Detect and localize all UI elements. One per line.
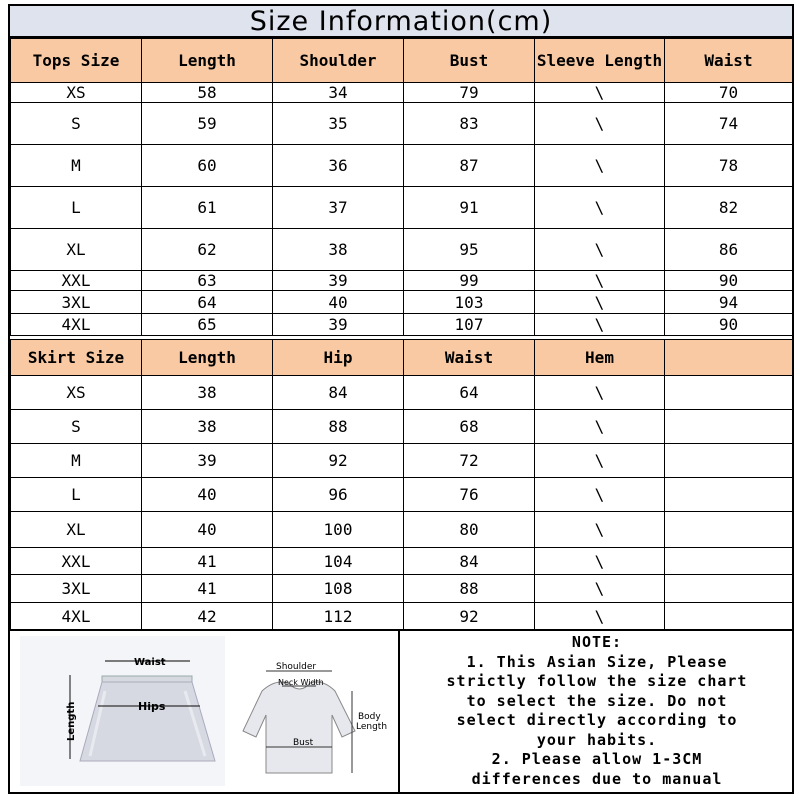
- page-title: Size Information(cm): [10, 6, 792, 38]
- tops-row: [11, 103, 793, 145]
- tops-cell: 87: [404, 145, 535, 187]
- skirt-cell: [665, 410, 793, 444]
- tops-row: [11, 83, 793, 103]
- shoulder-label: Shoulder: [276, 662, 317, 672]
- skirt-cell: [665, 444, 793, 478]
- skirt-cell: L: [11, 478, 142, 512]
- length-label: Length: [66, 701, 77, 741]
- skirt-cell: 92: [273, 444, 404, 478]
- tops-cell: 59: [142, 103, 273, 145]
- skirt-cell: [665, 575, 793, 603]
- skirt-cell: 40: [142, 478, 273, 512]
- measurement-illustration: [10, 631, 398, 792]
- skirt-header-cell: [665, 340, 793, 376]
- skirt-cell: [665, 376, 793, 410]
- skirt-row: [11, 478, 793, 512]
- skirt-cell: \: [535, 603, 665, 630]
- skirt-cell: \: [535, 548, 665, 575]
- tops-cell: \: [535, 187, 665, 229]
- tops-cell: 107: [404, 314, 535, 336]
- tops-header-cell: Length: [142, 39, 273, 83]
- top-icon: [243, 682, 355, 773]
- size-note: [402, 633, 792, 792]
- skirt-cell: \: [535, 478, 665, 512]
- skirt-cell: XS: [11, 376, 142, 410]
- tops-cell: \: [535, 229, 665, 271]
- tops-header-cell: Shoulder: [273, 39, 404, 83]
- tops-cell: 95: [404, 229, 535, 271]
- skirt-cell: [665, 548, 793, 575]
- tops-cell: 78: [665, 145, 793, 187]
- note-line: differences due to manual: [471, 769, 723, 788]
- tops-cell: XL: [11, 229, 142, 271]
- tops-cell: 35: [273, 103, 404, 145]
- body-length-label: Length: [356, 722, 388, 732]
- skirt-cell: 41: [142, 548, 273, 575]
- tops-cell: 3XL: [11, 291, 142, 314]
- skirt-cell: 80: [404, 512, 535, 548]
- skirt-cell: 39: [142, 444, 273, 478]
- measurement-diagrams: [10, 631, 400, 792]
- skirt-row: [11, 376, 793, 410]
- tops-cell: 90: [665, 271, 793, 291]
- skirt-cell: 42: [142, 603, 273, 630]
- skirt-cell: XXL: [11, 548, 142, 575]
- tops-cell: 34: [273, 83, 404, 103]
- skirt-row: [11, 575, 793, 603]
- skirt-row: [11, 548, 793, 575]
- tops-cell: 39: [273, 271, 404, 291]
- note-line: 2. Please allow 1-3CM: [491, 750, 703, 768]
- skirt-header-cell: Skirt Size: [11, 340, 142, 376]
- tops-cell: XS: [11, 83, 142, 103]
- tops-cell: 103: [404, 291, 535, 314]
- tops-cell: 79: [404, 83, 535, 103]
- skirt-cell: 84: [273, 376, 404, 410]
- tops-cell: 62: [142, 229, 273, 271]
- tops-cell: 64: [142, 291, 273, 314]
- note-line: select directly according to: [456, 711, 738, 729]
- tops-cell: \: [535, 271, 665, 291]
- skirt-row: [11, 444, 793, 478]
- tops-cell: 83: [404, 103, 535, 145]
- waist-label: Waist: [134, 657, 166, 668]
- tops-row: [11, 145, 793, 187]
- skirt-row: [11, 512, 793, 548]
- skirt-cell: 4XL: [11, 603, 142, 630]
- tops-cell: XXL: [11, 271, 142, 291]
- tops-cell: 70: [665, 83, 793, 103]
- tops-header-cell: Tops Size: [11, 39, 142, 83]
- skirt-cell: 38: [142, 410, 273, 444]
- skirt-cell: [665, 478, 793, 512]
- tops-cell: \: [535, 314, 665, 336]
- skirt-header-cell: Hip: [273, 340, 404, 376]
- bust-label: Bust: [293, 738, 314, 748]
- skirt-cell: 41: [142, 575, 273, 603]
- skirt-cell: \: [535, 575, 665, 603]
- neck-width-label: Neck Width: [278, 678, 324, 687]
- skirt-cell: 38: [142, 376, 273, 410]
- skirt-cell: 108: [273, 575, 404, 603]
- skirt-cell: XL: [11, 512, 142, 548]
- note-line: to select the size. Do not: [466, 691, 728, 710]
- tops-cell: 39: [273, 314, 404, 336]
- tops-cell: S: [11, 103, 142, 145]
- skirt-cell: 88: [404, 575, 535, 603]
- note-line: your habits.: [536, 730, 658, 749]
- tops-cell: 63: [142, 271, 273, 291]
- tops-cell: 61: [142, 187, 273, 229]
- tops-cell: 58: [142, 83, 273, 103]
- skirt-cell: 40: [142, 512, 273, 548]
- skirt-cell: 104: [273, 548, 404, 575]
- tops-cell: L: [11, 187, 142, 229]
- skirt-cell: 88: [273, 410, 404, 444]
- body-label: Body: [358, 712, 381, 722]
- skirt-cell: 92: [404, 603, 535, 630]
- tops-cell: 40: [273, 291, 404, 314]
- tops-row: [11, 314, 793, 336]
- tops-cell: \: [535, 83, 665, 103]
- tops-cell: M: [11, 145, 142, 187]
- tops-cell: \: [535, 291, 665, 314]
- skirt-cell: 3XL: [11, 575, 142, 603]
- note-line: strictly follow the size chart: [446, 672, 748, 690]
- skirt-cell: \: [535, 410, 665, 444]
- skirt-cell: [665, 512, 793, 548]
- note-heading: NOTE:: [571, 633, 623, 651]
- skirt-cell: 68: [404, 410, 535, 444]
- tops-cell: \: [535, 103, 665, 145]
- tops-cell: 99: [404, 271, 535, 291]
- measurement-section: [10, 629, 792, 792]
- skirt-header-cell: Length: [142, 340, 273, 376]
- skirt-cell: \: [535, 376, 665, 410]
- skirt-cell: 100: [273, 512, 404, 548]
- tops-cell: 82: [665, 187, 793, 229]
- skirt-size-table: [10, 339, 793, 630]
- tops-header-cell: Bust: [404, 39, 535, 83]
- tops-cell: 91: [404, 187, 535, 229]
- skirt-cell: \: [535, 512, 665, 548]
- skirt-header-row: [11, 340, 793, 376]
- skirt-cell: 64: [404, 376, 535, 410]
- tops-cell: \: [535, 145, 665, 187]
- note-line: 1. This Asian Size, Please: [466, 652, 728, 671]
- tops-cell: 94: [665, 291, 793, 314]
- skirt-cell: 112: [273, 603, 404, 630]
- skirt-row: [11, 603, 793, 630]
- tops-row: [11, 271, 793, 291]
- skirt-cell: S: [11, 410, 142, 444]
- tops-cell: 4XL: [11, 314, 142, 336]
- tops-cell: 86: [665, 229, 793, 271]
- skirt-cell: 76: [404, 478, 535, 512]
- skirt-cell: 84: [404, 548, 535, 575]
- tops-row: [11, 291, 793, 314]
- tops-cell: 37: [273, 187, 404, 229]
- tops-cell: 38: [273, 229, 404, 271]
- skirt-cell: 96: [273, 478, 404, 512]
- tops-size-table: [10, 38, 793, 336]
- tops-header-cell: Waist: [665, 39, 793, 83]
- skirt-header-cell: Waist: [404, 340, 535, 376]
- tops-header-row: [11, 39, 793, 83]
- tops-cell: 74: [665, 103, 793, 145]
- tops-row: [11, 187, 793, 229]
- skirt-cell: M: [11, 444, 142, 478]
- skirt-row: [11, 410, 793, 444]
- hips-label: Hips: [138, 700, 166, 713]
- tops-cell: 60: [142, 145, 273, 187]
- tops-cell: 90: [665, 314, 793, 336]
- skirt-cell: \: [535, 444, 665, 478]
- tops-cell: 36: [273, 145, 404, 187]
- skirt-header-cell: Hem: [535, 340, 665, 376]
- tops-cell: 65: [142, 314, 273, 336]
- skirt-cell: [665, 603, 793, 630]
- tops-row: [11, 229, 793, 271]
- skirt-cell: 72: [404, 444, 535, 478]
- tops-header-cell: Sleeve Length: [535, 39, 665, 83]
